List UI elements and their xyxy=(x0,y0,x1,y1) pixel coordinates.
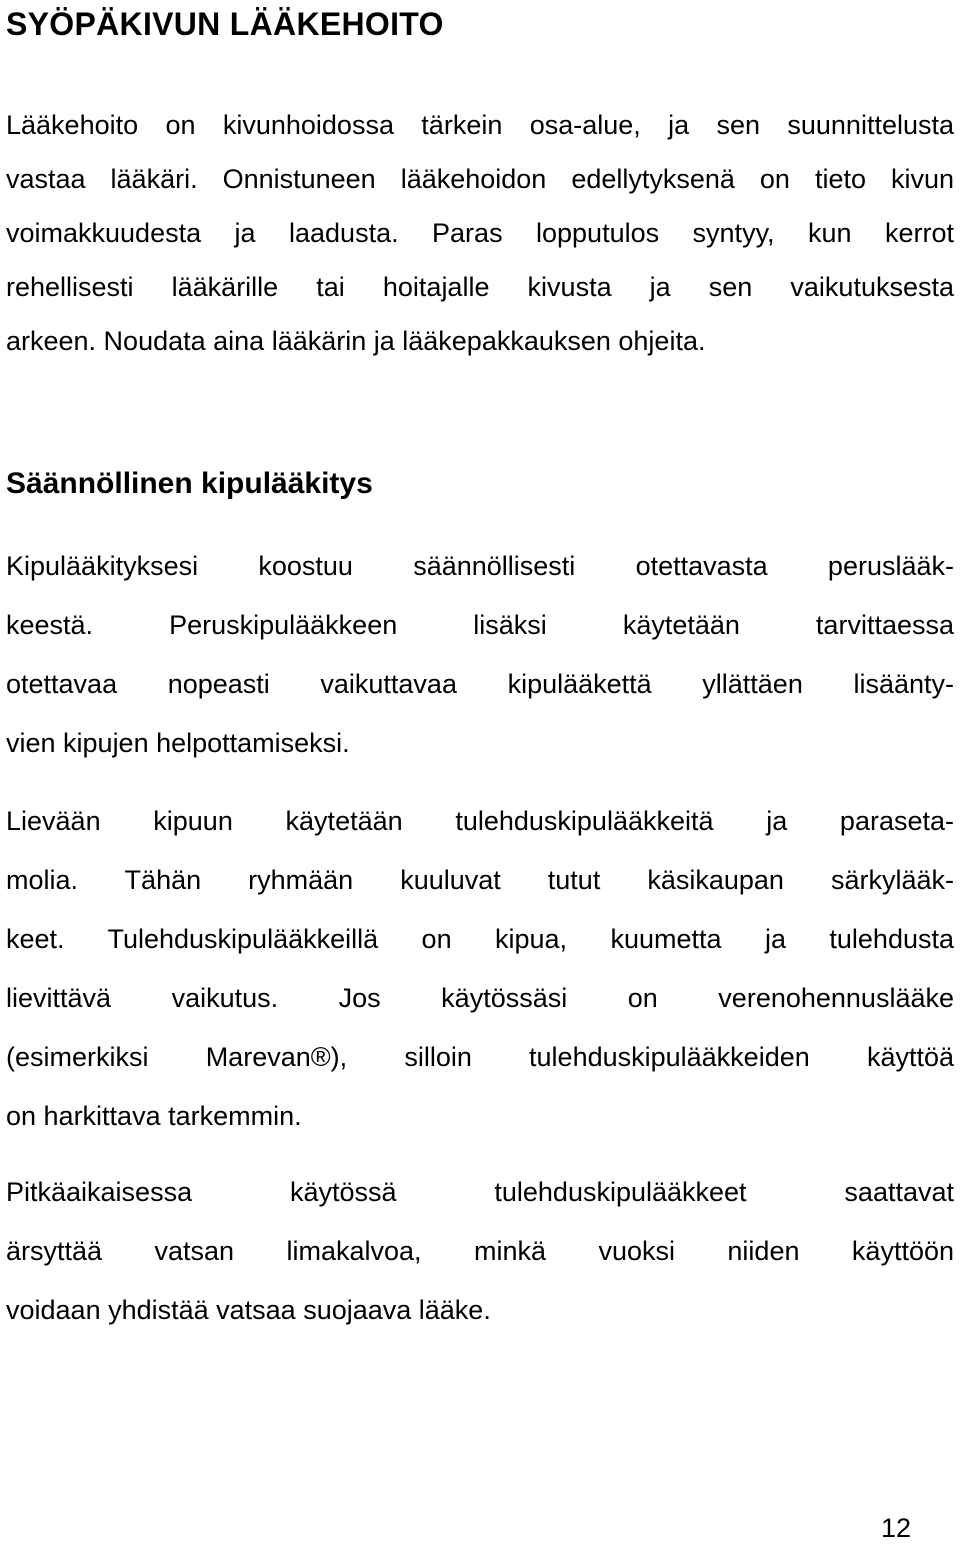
intro-line: voimakkuudesta ja laadusta. Paras lopputulos syntyy, kun kerrot xyxy=(6,218,954,248)
paragraph-line: voidaan yhdistää vatsaa suojaava lääke. xyxy=(6,1295,491,1325)
paragraph-line: Kipulääkityksesi koostuu säännöllisesti otettavasta peruslääk- xyxy=(6,551,954,581)
page-title: SYÖPÄKIVUN LÄÄKEHOITO xyxy=(6,6,444,42)
paragraph-regular-medication xyxy=(6,537,954,773)
paragraph-line: (esimerkiksi Marevan®), silloin tulehduskipulääkkeiden käyttöä xyxy=(6,1042,954,1072)
paragraph-line: molia. Tähän ryhmään kuuluvat tutut käsikaupan särkylääk- xyxy=(6,865,954,895)
paragraph-line: vien kipujen helpottamiseksi. xyxy=(6,728,350,758)
paragraph-line: otettavaa nopeasti vaikuttavaa kipulääkettä yllättäen lisäänty- xyxy=(6,669,954,699)
section-heading: Säännöllinen kipulääkitys xyxy=(6,467,373,500)
paragraph-line: on harkittava tarkemmin. xyxy=(6,1101,302,1131)
intro-paragraph xyxy=(6,98,954,368)
intro-line: Lääkehoito on kivunhoidossa tärkein osa-alue, ja sen suunnittelusta xyxy=(6,110,954,140)
paragraph-line: Pitkäaikaisessa käytössä tulehduskipulääkkeet saattavat xyxy=(6,1177,954,1207)
intro-line: vastaa lääkäri. Onnistuneen lääkehoidon edellytyksenä on tieto kivun xyxy=(6,164,954,194)
paragraph-line: Lievään kipuun käytetään tulehduskipulääkkeitä ja paraseta- xyxy=(6,806,954,836)
page-number: 12 xyxy=(880,1513,911,1543)
paragraph-long-term-use xyxy=(6,1163,954,1340)
intro-line: arkeen. Noudata aina lääkärin ja lääkepakkauksen ohjeita. xyxy=(6,326,706,356)
paragraph-line: lievittävä vaikutus. Jos käytössäsi on verenohennuslääke xyxy=(6,983,954,1013)
intro-line: rehellisesti lääkärille tai hoitajalle kivusta ja sen vaikutuksesta xyxy=(6,272,954,302)
paragraph-line: ärsyttää vatsan limakalvoa, minkä vuoksi niiden käyttöön xyxy=(6,1236,954,1266)
paragraph-line: keestä. Peruskipulääkkeen lisäksi käytetään tarvittaessa xyxy=(6,610,954,640)
paragraph-line: keet. Tulehduskipulääkkeillä on kipua, kuumetta ja tulehdusta xyxy=(6,924,954,954)
paragraph-mild-pain xyxy=(6,792,954,1146)
